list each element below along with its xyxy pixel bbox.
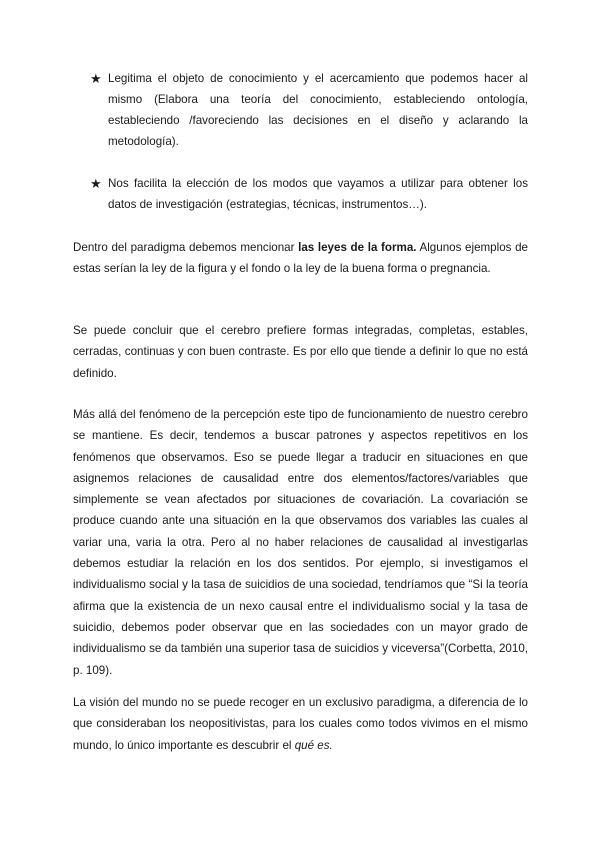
bullet-item-2 bbox=[90, 173, 528, 215]
paragraph-leyes-forma bbox=[73, 237, 528, 280]
bold-term: las leyes de la forma. bbox=[298, 241, 417, 254]
italic-term: qué es. bbox=[294, 738, 333, 752]
paragraph-vision-mundo bbox=[73, 692, 528, 756]
paragraph-text: Algunos ejemplos de estas serían la ley de la figura y el fondo o la ley de la buena forma o pregnancia. bbox=[73, 241, 528, 276]
paragraph-text: La visión del mundo no se puede recoger en un exclusivo paradigma, a diferencia de lo que consideraban los neopositivistas, para los cuales como todos vivimos en el mismo mundo, lo único importante es descubrir el bbox=[73, 696, 528, 752]
paragraph-text: Dentro del paradigma debemos mencionar bbox=[73, 241, 299, 254]
bullet-item-1 bbox=[90, 68, 528, 152]
star-bullet-icon: ★ bbox=[90, 176, 102, 191]
paragraph-conclusion: Se puede concluir que el cerebro prefiere formas integradas, completas, estables, cerradas, continuas y con buen contraste. Es por ello que tiende a definir lo que no está definido. bbox=[73, 324, 528, 380]
paragraph-percepcion: Más allá del fenómeno de la percepción este tipo de funcionamiento de nuestro cerebro se mantiene. Es decir, tendemos a buscar patrones y aspectos repetitivos en los fenómenos que observamos. Eso se puede llegar a traducir en situaciones en que asignemos relaciones de causalidad entre dos elementos/factores/variables que simplemente se vean afectados por situaciones de covariación. La covariación se produce cuando ante una situación en la que observamos dos variables las cuales al variar una, varia la otra. Pero al no haber relaciones de causalidad al investigarlas debemos estudiar la relación en los dos sentidos. Por ejemplo, si investigamos el individualismo social y la tasa de suicidios de una sociedad, tendríamos que “Si la teoría afirma que la existencia de un nexo causal entre el individualismo social y la tasa de suicidio, debemos poder observar que en las sociedades con un mayor grado de individualismo se da también una superior tasa de suicidios y viceversa”(Corbetta, 2010, p. 109). bbox=[73, 408, 528, 677]
bullet-text: Legitima el objeto de conocimiento y el acercamiento que podemos hacer al mismo (Elabora una teoría del conocimiento, estableciendo ontología, estableciendo /favoreciendo las decisiones en el diseño y aclarando la metodología). bbox=[108, 72, 528, 148]
star-bullet-icon: ★ bbox=[90, 71, 102, 86]
bullet-text: Nos facilita la elección de los modos que vayamos a utilizar para obtener los datos de investigación (estrategias, técnicas, instrumentos…). bbox=[108, 177, 528, 211]
